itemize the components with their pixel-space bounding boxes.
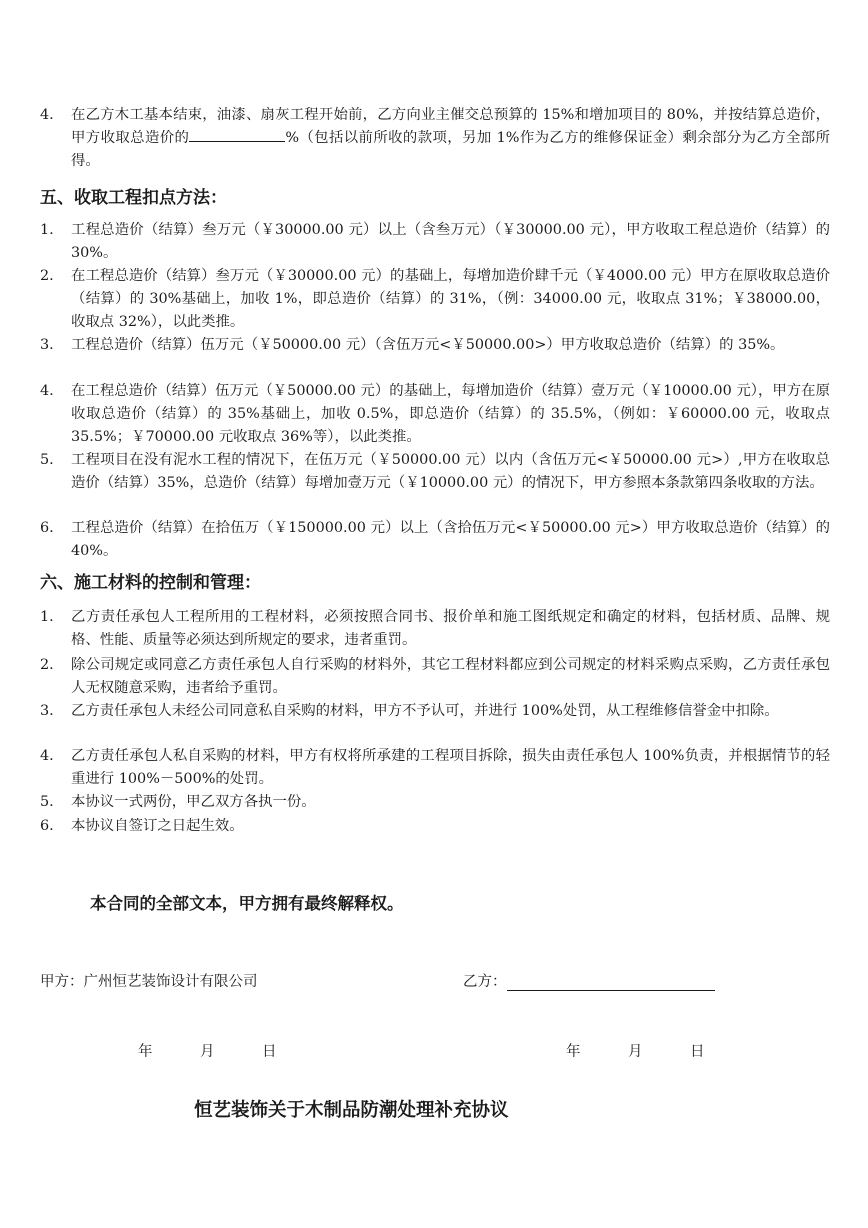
supplementary-agreement-title: 恒艺装饰关于木制品防潮处理补充协议 — [194, 1100, 509, 1121]
list-item — [40, 517, 830, 563]
list-number: 4. — [40, 107, 54, 123]
list-item — [40, 815, 830, 838]
list-item-text: 工程项目在没有泥水工程的情况下，在伍万元（￥50000.00 元）以内（含伍万元<￥50000.00 元>）,甲方在收取总造价（结算）35%，总造价（结算）每增加壹万元（￥10000.00 元）的情况下，甲方参照本条款第四条收取的方法。 — [71, 452, 830, 491]
list-item-text: 工程总造价（结算）伍万元（￥50000.00 元）（含伍万元<￥50000.00>）甲方收取总造价（结算）的 35%。 — [71, 337, 785, 353]
clause-text-part1: 在乙方木工基本结束，油漆、扇灰工程开始前，乙方向业主催交总预算的 15%和增加项目的 80%，并按结算总造价，甲方收取总造价的 — [71, 107, 830, 146]
section-5-heading: 五、收取工程扣点方法： — [40, 188, 227, 208]
list-item — [40, 745, 830, 791]
party-a-signature — [40, 970, 258, 991]
date-day: 日 — [262, 1044, 277, 1060]
list-number: 4. — [40, 748, 54, 764]
date-year: 年 — [138, 1044, 153, 1060]
list-number: 2. — [40, 657, 54, 673]
party-b-date — [566, 1040, 752, 1061]
list-item-text: 工程总造价（结算）叁万元（￥30000.00 元）以上（含叁万元）（￥30000.00 元），甲方收取工程总造价（结算）的 30%。 — [71, 222, 830, 261]
date-month: 月 — [628, 1044, 643, 1060]
section-6-heading: 六、施工材料的控制和管理： — [40, 573, 261, 593]
list-item — [40, 700, 830, 723]
list-number: 1. — [40, 222, 54, 238]
date-month: 月 — [200, 1044, 215, 1060]
list-number: 5. — [40, 452, 54, 468]
list-number: 2. — [40, 268, 54, 284]
party-b-signature — [463, 970, 715, 991]
list-item-text: 在工程总造价（结算）叁万元（￥30000.00 元）的基础上，每增加造价肆千元（￥4000.00 元）甲方在原收取总造价（结算）的 30%基础上，加收 1%，即总造价（结算）的 31%，（例：34000.00 元，收取点 31%；￥38000.00，收取点 32%），以此类推。 — [71, 268, 830, 330]
list-number: 3. — [40, 703, 54, 719]
list-item — [40, 606, 830, 652]
list-number: 6. — [40, 818, 54, 834]
clause-4-payment — [40, 104, 830, 173]
clause-text-part2: %（包括以前所收的款项，另加 1%作为乙方的维修保证金）剩余部分为乙方全部所得。 — [71, 130, 830, 169]
list-number: 4. — [40, 383, 54, 399]
list-item — [40, 265, 830, 334]
party-a-name: 广州恒艺装饰设计有限公司 — [83, 974, 258, 990]
list-item — [40, 654, 830, 700]
list-item — [40, 219, 830, 265]
party-a-label: 甲方： — [40, 974, 84, 990]
date-year: 年 — [566, 1044, 581, 1060]
list-item — [40, 380, 830, 449]
party-b-label: 乙方： — [463, 974, 507, 990]
list-number: 3. — [40, 337, 54, 353]
list-item-text: 本协议自签订之日起生效。 — [71, 818, 244, 834]
date-day: 日 — [690, 1044, 705, 1060]
list-item-text: 工程总造价（结算）在拾伍万（￥150000.00 元）以上（含拾伍万元<￥50000.00 元>）甲方收取总造价（结算）的 40%。 — [71, 520, 830, 559]
list-item — [40, 334, 830, 357]
list-item — [40, 791, 830, 814]
list-item-text: 本协议一式两份，甲乙双方各执一份。 — [71, 794, 316, 810]
final-interpretation-note: 本合同的全部文本，甲方拥有最终解释权。 — [90, 894, 404, 913]
party-a-date — [138, 1040, 324, 1061]
list-number: 1. — [40, 609, 54, 625]
list-item-text: 乙方责任承包人工程所用的工程材料，必须按照合同书、报价单和施工图纸规定和确定的材料，包括材质、品牌、规格、性能、质量等必须达到所规定的要求，违者重罚。 — [71, 609, 830, 648]
list-item-text: 除公司规定或同意乙方责任承包人自行采购的材料外，其它工程材料都应到公司规定的材料采购点采购，乙方责任承包人无权随意采购，违者给予重罚。 — [71, 657, 830, 696]
list-number: 6. — [40, 520, 54, 536]
list-item — [40, 449, 830, 495]
clause-text — [71, 104, 830, 173]
list-item-text: 乙方责任承包人未经公司同意私自采购的材料，甲方不予认可，并进行 100%处罚，从工程维修信誉金中扣除。 — [71, 703, 779, 719]
list-item-text: 在工程总造价（结算）伍万元（￥50000.00 元）的基础上，每增加造价（结算）壹万元（￥10000.00 元），甲方在原收取总造价（结算）的 35%基础上，加收 0.5%，即总造价（结算）的 35.5%，（例如：￥60000.00 元，收取点 35.5%；￥70000.00 元收取点 36%等），以此类推。 — [71, 383, 830, 445]
fill-in-blank — [189, 140, 285, 142]
list-number: 5. — [40, 794, 54, 810]
list-item-text: 乙方责任承包人私自采购的材料，甲方有权将所承建的工程项目拆除，损失由责任承包人 100%负责，并根据情节的轻重进行 100%－500%的处罚。 — [71, 748, 830, 787]
signature-line — [507, 976, 715, 991]
